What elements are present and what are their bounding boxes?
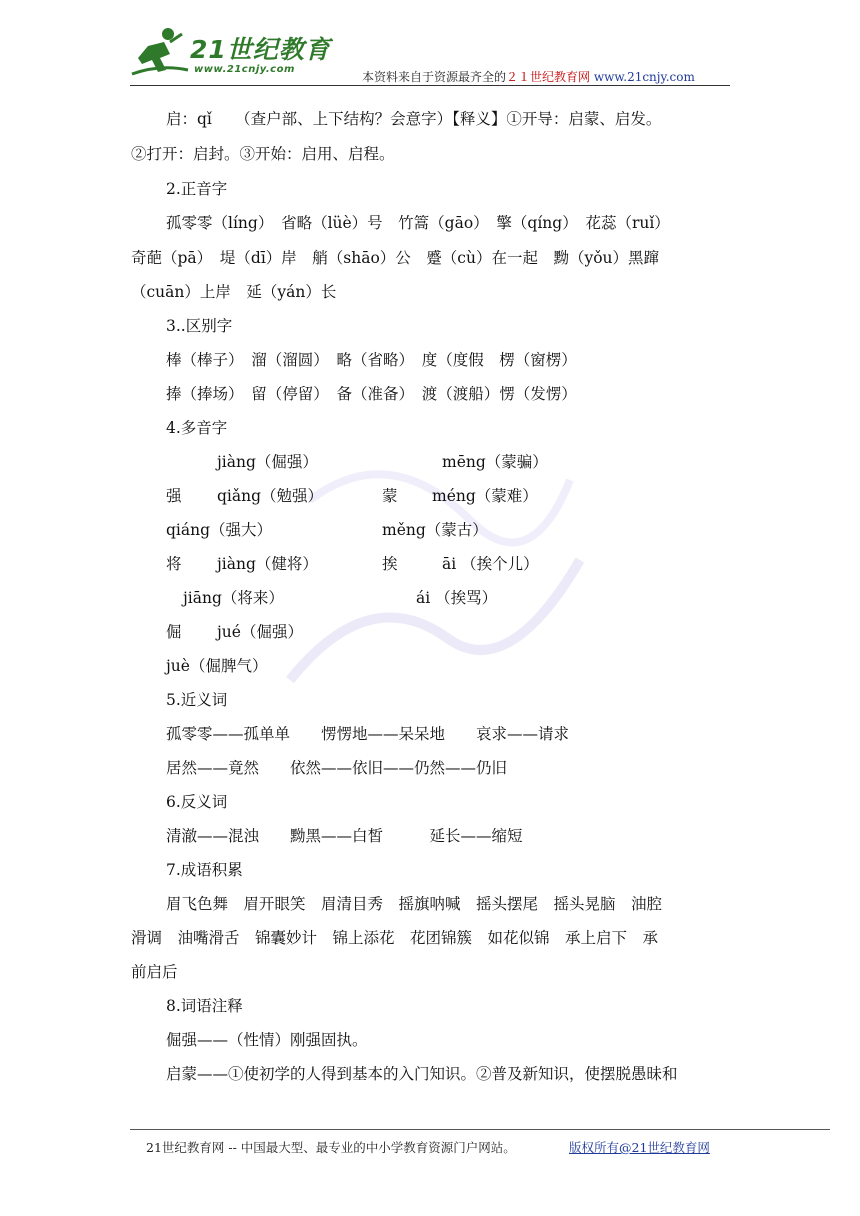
page-header [130,22,730,86]
header-note-prefix: 本资料来自于资源最齐全的 [362,70,507,84]
header-divider [130,85,730,86]
section-heading: 7.成语积累 [166,861,243,879]
polyphone-char: 蒙 [382,487,398,505]
header-source-note [362,68,695,85]
polyphone-reading: qiǎng（勉强） [217,487,324,505]
section-heading: 3..区别字 [166,317,233,335]
polyphone-reading: juè（倔脾气） [166,657,268,675]
text-line-6: （cuān）上岸 延（yán）长 [131,283,337,301]
polyphone-char: 强 [166,487,182,505]
polyphone-reading: měng（蒙古） [382,521,488,539]
text-line-39: 启蒙——①使初学的人得到基本的入门知识。②普及新知识，使摆脱愚昧和 [166,1065,678,1083]
section-heading: 5.近义词 [166,691,228,709]
footer-divider [130,1129,830,1130]
text-line-5: 奇葩（pā） 堤（dī）岸 艄（shāo）公 蹙（cù）在一起 黝（yǒu）黑蹿 [131,249,660,267]
polyphone-reading: ái （挨骂） [416,589,498,607]
section-heading: 2.正音字 [166,180,228,198]
text-line-38: 倔强——（性情）刚强固执。 [166,1031,368,1049]
footer-copyright-link[interactable]: 版权所有@21世纪教育网 [569,1140,710,1155]
polyphone-reading: jiàng（倔强） [217,453,318,471]
polyphone-reading: mēng（蒙骗） [442,453,548,471]
text-line-8: 棒（棒子） 溜（溜圆） 略（省略） 度（度假 楞（窗楞） [166,351,577,369]
section-heading: 6.反义词 [166,793,228,811]
polyphone-reading: jué（倔强） [217,623,303,641]
polyphone-reading: qiáng（强大） [166,521,273,539]
header-note-site[interactable]: ２１世纪教育网 [506,70,591,84]
text-line-36: 前启后 [131,963,178,981]
polyphone-reading: āi （挨个儿） [442,555,539,573]
text-line-35: 滑调 油嘴滑舌 锦囊妙计 锦上添花 花团锦簇 如花似锦 承上启下 承 [131,929,659,947]
logo-url-text: www.21cnjy.com [194,64,295,75]
text-line-2: ②打开：启封。③开始：启用、启程。 [131,145,395,163]
section-heading: 8.词语注释 [166,997,243,1015]
footer-site-description: 21世纪教育网 -- 中国最大型、最专业的中小学教育资源门户网站。 [146,1140,516,1155]
text-line-32: 清澈——混浊 黝黑——白皙 延长——缩短 [166,827,523,845]
text-line-9: 捧（捧场） 留（停留） 备（准备） 渡（渡船）愣（发愣） [166,385,577,403]
polyphone-reading: jiāng（将来） [183,589,284,607]
text-line-4: 孤零零（líng） 省略（lüè）号 竹篙（gāo） 擎（qíng） 花蕊（ruǐ） [166,214,670,232]
text-line-1: 启：qǐ （查户部、上下结构？会意字）【释义】①开导：启蒙、启发。 [166,110,662,128]
polyphone-char: 挨 [382,555,398,573]
text-line-30: 居然——竟然 依然——依旧——仍然——仍旧 [166,759,508,777]
polyphone-reading: jiàng（健将） [217,555,318,573]
logo-main-text: 21世纪教育 [190,35,331,64]
header-note-url[interactable]: www.21cnjy.com [593,70,695,84]
text-line-34: 眉飞色舞 眉开眼笑 眉清目秀 摇旗呐喊 摇头摆尾 摇头晃脑 油腔 [166,895,663,913]
polyphone-char: 将 [166,555,182,573]
text-line-29: 孤零零——孤单单 愣愣地——呆呆地 哀求——请求 [166,725,570,743]
polyphone-char: 倔 [166,623,182,641]
polyphone-reading: méng（蒙难） [432,487,538,505]
runner-logo-icon [130,24,190,84]
site-logo [130,24,340,84]
section-heading: 4.多音字 [166,419,228,437]
